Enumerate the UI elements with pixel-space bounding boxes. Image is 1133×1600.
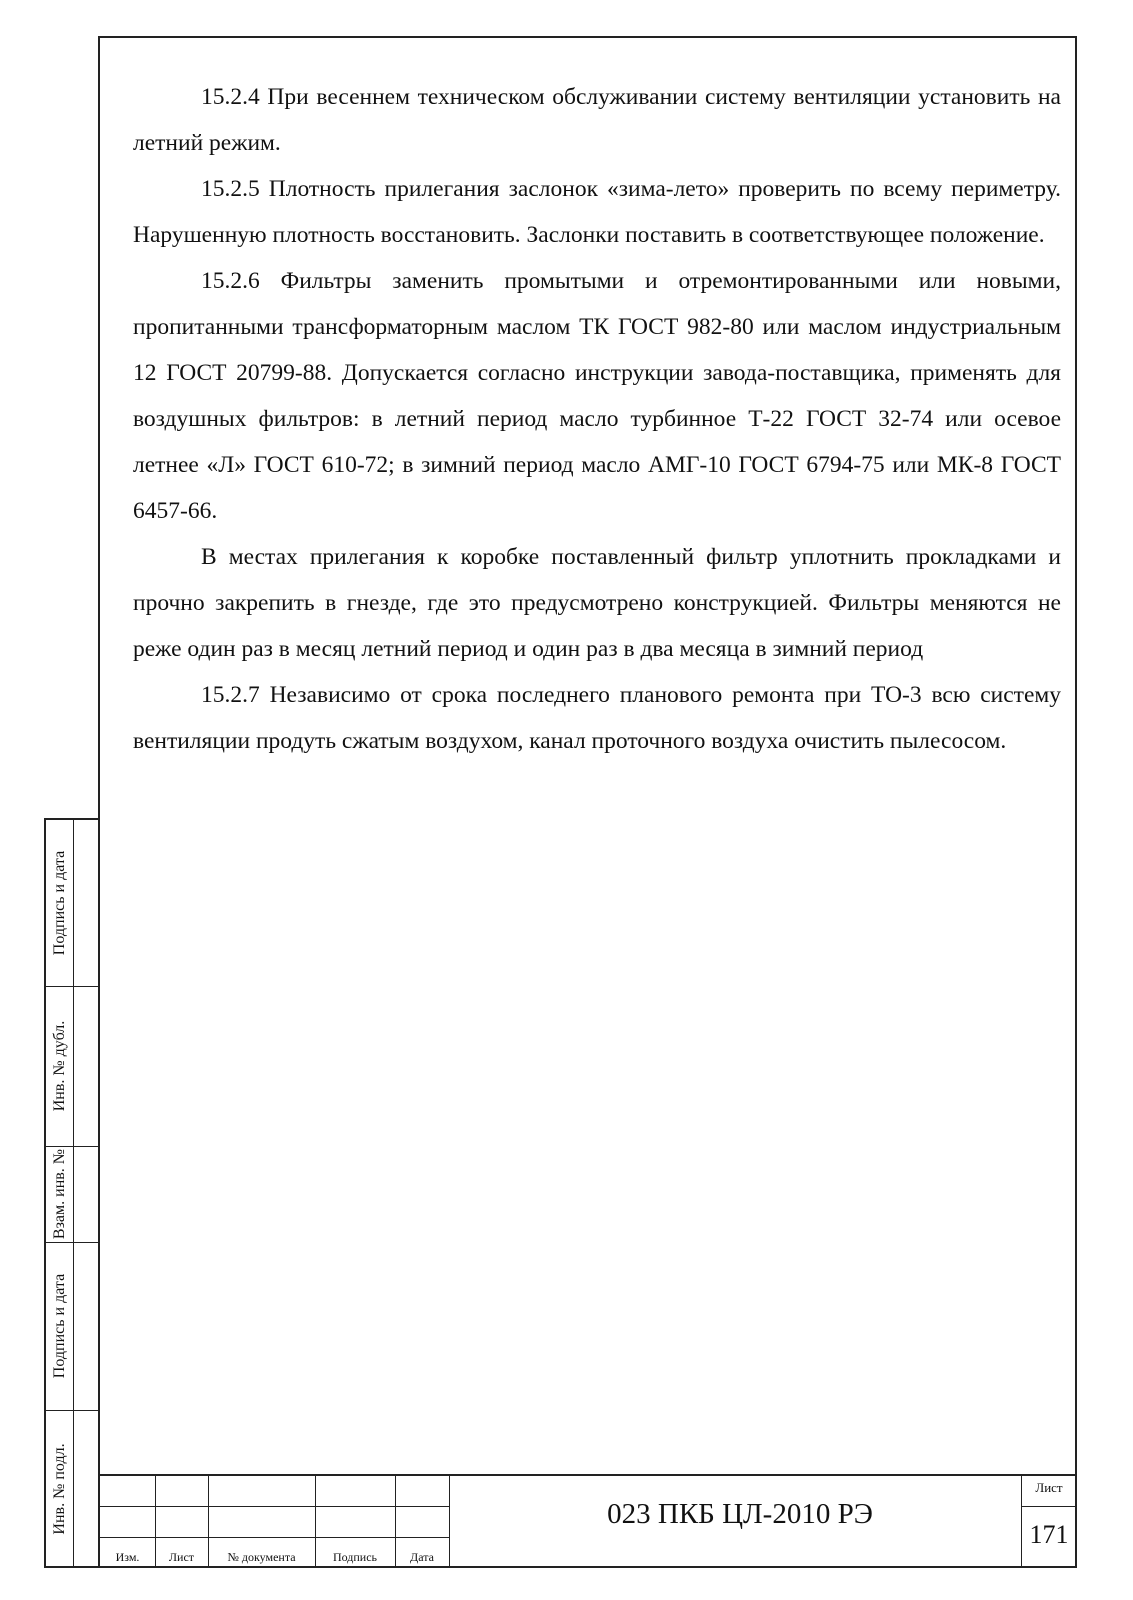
- side-label-dup-inv: Инв. № дубл.: [50, 1020, 68, 1112]
- paragraph-15-2-5: 15.2.5 Плотность прилегания заслонок «зима-лето» проверить по всему периметру. Нарушенную плотность восстановить. Заслонки поставить в соответствующее положение.: [133, 176, 1061, 248]
- side-label-orig-inv: Инв. № подл.: [50, 1443, 68, 1535]
- paragraph-15-2-6: 15.2.6 Фильтры заменить промытыми и отремонтированными или новыми, пропитанными трансформаторным маслом ТК ГОСТ 982-80 или маслом индустриальным 12 ГОСТ 20799-88. Допускается согласно инструкции завода-поставщика, применять для воздушных фильтров: в летний период масло турбинное Т-22 ГОСТ 32-74 или осевое летнее «Л» ГОСТ 610-72; в зимний период масло АМГ-10 ГОСТ 6794-75 или МК-8 ГОСТ 6457-66.: [133, 268, 1061, 524]
- title-block: [100, 1474, 1077, 1568]
- paragraph-15-2-7: 15.2.7 Независимо от срока последнего планового ремонта при ТО-3 всю систему вентиляции продуть сжатым воздухом, канал проточного воздуха очистить пылесосом.: [133, 682, 1061, 754]
- side-cell-signature-date-1: [46, 820, 100, 986]
- col-label-sheet: Лист: [168, 1550, 195, 1564]
- col-label-signature: Подпись: [332, 1550, 378, 1564]
- side-label-signature-date-1: Подпись и дата: [50, 850, 68, 956]
- side-cell-dup-inv: [46, 986, 100, 1146]
- side-label-signature-date-2: Подпись и дата: [50, 1273, 68, 1379]
- col-label-change: Изм.: [115, 1550, 140, 1564]
- paragraph-15-2-4: 15.2.4 При весеннем техническом обслуживании систему вентиляции установить на летний режим.: [133, 84, 1061, 156]
- side-cell-signature-date-2: [46, 1242, 100, 1410]
- side-label-replace-inv: Взам. инв. №: [50, 1148, 68, 1240]
- paragraph-filters: В местах прилегания к коробке поставленный фильтр уплотнить прокладками и прочно закрепить в гнезде, где это предусмотрено конструкцией. Фильтры меняются не реже один раз в месяц летний период и один раз в два месяца в зимний период: [133, 544, 1061, 662]
- document-code: 023 ПКБ ЦЛ-2010 РЭ: [607, 1498, 873, 1530]
- col-label-date: Дата: [410, 1550, 434, 1564]
- sheet-number: 171: [1029, 1520, 1069, 1549]
- sheet-label: Лист: [1035, 1480, 1063, 1495]
- side-strip: [44, 818, 100, 1568]
- document-body: [133, 74, 1061, 764]
- side-cell-replace-inv: [46, 1146, 100, 1242]
- side-cell-orig-inv: [46, 1410, 100, 1568]
- col-label-document: № документа: [227, 1550, 296, 1564]
